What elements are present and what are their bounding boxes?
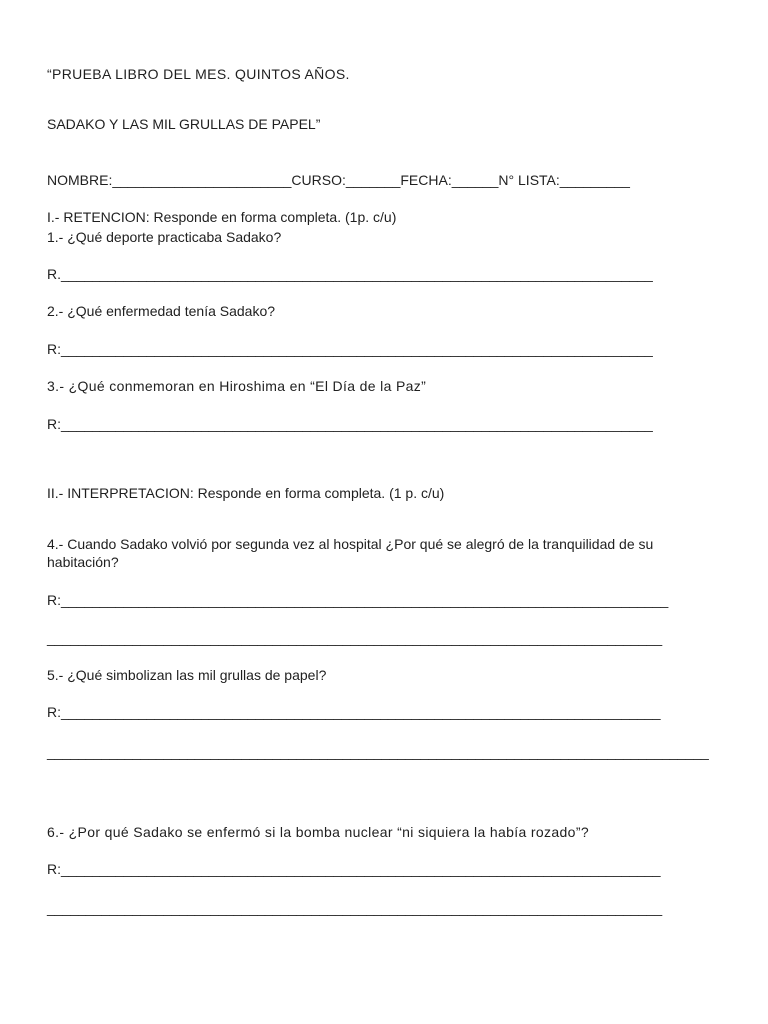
section-1-heading: I.- RETENCION: Responde en forma completa. (1p. c/u)	[47, 209, 397, 225]
document-title-line-1: “PRUEBA LIBRO DEL MES. QUINTOS AÑOS.	[47, 66, 350, 82]
question-2: 2.- ¿Qué enfermedad tenía Sadako?	[47, 303, 276, 319]
answer-line-6a: R:_____________________________________________________________________________	[47, 861, 661, 877]
answer-line-4a: R:______________________________________________________________________________	[47, 592, 669, 608]
answer-line-4b: _______________________________________________________________________________	[47, 630, 663, 646]
answer-line-5b: _____________________________________________________________________________________	[47, 744, 709, 760]
question-6: 6.- ¿Por qué Sadako se enfermó si la bomba nuclear “ni siquiera la había rozado”?	[47, 824, 589, 840]
answer-line-1: R.____________________________________________________________________________	[47, 266, 653, 282]
question-5: 5.- ¿Qué simbolizan las mil grullas de papel?	[47, 667, 327, 683]
answer-line-5a: R:_____________________________________________________________________________	[47, 704, 661, 720]
question-4: 4.- Cuando Sadako volvió por segunda vez al hospital ¿Por qué se alegró de la tranquilidad de su habitación?	[47, 536, 654, 570]
document-title-line-2: SADAKO Y LAS MIL GRULLAS DE PAPEL”	[47, 116, 321, 132]
answer-line-3: R:____________________________________________________________________________	[47, 416, 653, 432]
section-2-heading: II.- INTERPRETACION: Responde en forma completa. (1 p. c/u)	[47, 485, 445, 501]
answer-line-6b: _______________________________________________________________________________	[47, 900, 663, 916]
answer-line-2: R:____________________________________________________________________________	[47, 341, 653, 357]
student-header-fields: NOMBRE:_______________________CURSO:_______FECHA:______N° LISTA:_________	[47, 172, 630, 188]
question-3: 3.- ¿Qué conmemoran en Hiroshima en “El Día de la Paz”	[47, 378, 427, 394]
question-1: 1.- ¿Qué deporte practicaba Sadako?	[47, 229, 282, 245]
